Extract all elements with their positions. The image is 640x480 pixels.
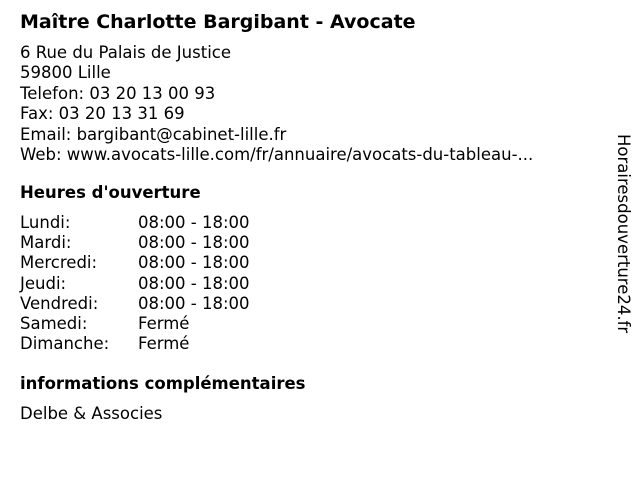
time-value: 08:00 - 18:00 <box>138 273 250 293</box>
time-value: 08:00 - 18:00 <box>138 293 250 313</box>
time-value: Fermé <box>138 334 190 354</box>
fax-number: Fax: 03 20 13 31 69 <box>20 104 185 124</box>
time-value: 08:00 - 18:00 <box>138 233 250 253</box>
day-label: Jeudi: <box>20 273 67 293</box>
brand-watermark <box>609 134 637 374</box>
day-label: Lundi: <box>20 213 71 232</box>
street-address: 6 Rue du Palais de Justice <box>20 43 232 62</box>
city-address: 59800 Lille <box>20 63 111 83</box>
hours-row-wednesday <box>20 253 320 273</box>
page-title: Maître Charlotte Bargibant - Avocate <box>20 11 416 33</box>
additional-info-heading: informations complémentaires <box>20 374 306 393</box>
hours-row-tuesday <box>20 233 320 253</box>
day-label: Mardi: <box>20 233 72 253</box>
time-value: 08:00 - 18:00 <box>138 213 250 232</box>
opening-hours-heading: Heures d'ouverture <box>20 183 201 202</box>
hours-row-sunday <box>20 334 320 354</box>
day-label: Vendredi: <box>20 293 99 313</box>
day-label: Dimanche: <box>20 334 110 354</box>
website-link: Web: www.avocats-lille.com/fr/annuaire/avocats-du-tableau-... <box>20 144 534 164</box>
hours-row-saturday <box>20 314 320 334</box>
day-label: Mercredi: <box>20 253 98 273</box>
phone-number: Telefon: 03 20 13 00 93 <box>20 83 216 103</box>
day-label: Samedi: <box>20 313 88 333</box>
time-value: Fermé <box>138 313 190 333</box>
hours-row-friday <box>20 294 320 314</box>
hours-row-monday <box>20 213 320 233</box>
contact-block <box>20 43 533 165</box>
brand-text: Horairesdouverture24.fr <box>614 134 633 334</box>
hours-row-thursday <box>20 274 320 294</box>
time-value: 08:00 - 18:00 <box>138 253 250 273</box>
email-address: Email: bargibant@cabinet-lille.fr <box>20 124 287 144</box>
additional-info-text: Delbe & Associes <box>20 404 163 423</box>
opening-hours-table <box>20 213 320 354</box>
